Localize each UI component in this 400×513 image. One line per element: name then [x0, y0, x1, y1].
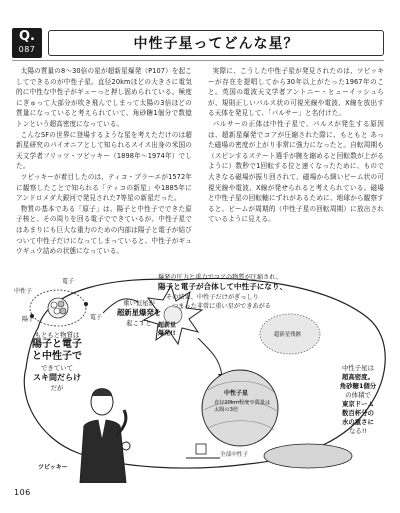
left-caption-line-2: 陽子と電子 [32, 339, 82, 350]
label-size-note: 直径20km程度で質量は太陽の3倍 [214, 400, 271, 413]
left-caption-line-1: もともと物質は [34, 331, 80, 339]
right-caption-line-2: 超高密度。 [342, 373, 374, 381]
label-zwicky: ツビッキー [38, 464, 68, 471]
top-caption [158, 272, 378, 310]
label-proton: 陽子 [22, 316, 35, 323]
left-column [16, 66, 192, 257]
left-caption [14, 330, 100, 392]
electron-dot-1 [84, 302, 88, 306]
tokyo-dome [264, 444, 352, 468]
page-title: 中性子星ってどんな星？ [133, 36, 299, 52]
left-caption-line-4: できていて [41, 364, 73, 372]
title-bar [48, 30, 384, 56]
neutron-ball-2 [60, 308, 66, 314]
proton-ball-2 [54, 308, 60, 314]
left-paragraph-1: 太陽の質量の8〜30倍の星が超新星爆発（P107）を起こしてできるのが中性子星。直径20kmほどの大きさに電気的に中性な中性子がギューっと押し固められている。極度にぎゅって大部分が吹き飛んでしまって太陽の3倍ほどの質量になっていると考えられていて、角砂糖1個分で数億トンという超高密度になっている。 [16, 67, 192, 128]
left-caption-line-6: だが [50, 384, 64, 392]
label-explosion: 爆発!! [158, 330, 176, 337]
left-paragraph-2: こんなSFの世界に登場するような星を考えただけのは超新星研究のパイオニアとして知られるスイス出身の米国の天文学者フリッツ・ツビッキー（1898年〜1974年）でした。 [16, 130, 192, 171]
left-paragraph-4: 物質の基本である「原子」は、陽子と中性子でできた原子核と、その周りを回る電子でできているが、中性子星ではあまりにも巨大な重力のための内部は陽子と電子が結びついて中性子だけになってしまっていると、中性子がギュウギュウ詰めの状態になっている。 [16, 204, 192, 256]
right-caption-line-6: 数百杯分の [342, 409, 374, 417]
label-electron-right: 電子 [90, 314, 103, 321]
left-paragraph-3: ツビッキーが着目したのは、ティコ・ブラーエが1572年に観察したことで知られる「ティコの新星」や1885年にアンドロメダ大銀河で発見された7等星の新星だった。 [16, 172, 192, 203]
right-caption-line-3: 角砂糖1個分 [339, 382, 377, 390]
label-electron-top: 電子 [62, 278, 75, 285]
center-caption-line-3: 起こすと [126, 319, 152, 327]
top-caption-line-1: 爆発の圧力と重力でコアの物質が圧縮され、 [158, 274, 283, 281]
right-caption-line-4: の体積で [345, 391, 371, 399]
top-caption-line-4: つまった非常に重い星ができあがる [172, 303, 271, 310]
right-paragraph-1: 実際に、こうした中性子星が発見されたのは、ツビッキーが存在を提唱してから30年以上がたった1967年のこと。英国の電波天文学者アントニー・ヒューイッシュらが、規則正しいパルス状の可視光線や電波、X線を放出する天体を発見して、「パルサー」と名付けた。 [208, 67, 384, 118]
right-caption [326, 364, 390, 436]
label-all-neutrons: 全部中性子 [220, 452, 248, 458]
label-remnant: 超新星残骸 [274, 332, 301, 338]
badge-q: Q. [19, 29, 35, 44]
bubble-dot-1 [122, 442, 130, 450]
top-caption-line-3: その結果、中性子だけがぎっしり [166, 294, 259, 301]
header-divider [12, 60, 384, 61]
top-caption-line-2: 陽子と電子が合体して中性子になり、 [158, 282, 288, 291]
right-column [208, 66, 384, 225]
badge-number: 087 [18, 45, 36, 54]
label-supernova: 超新星 [158, 322, 177, 329]
neutron-star-illustration [8, 268, 392, 483]
label-neutron: 中性子 [14, 288, 33, 295]
sugar-cube [196, 444, 206, 454]
right-caption-line-5: 東京ドーム [342, 400, 374, 408]
left-caption-line-5: スキ間だらけ [33, 373, 81, 382]
right-caption-line-7: 水の重さに [342, 418, 374, 426]
center-caption-line-2: 超新星爆発を [116, 308, 162, 317]
right-caption-line-8: なる!! [349, 427, 367, 435]
right-caption-line-1: 中性子星は [342, 364, 374, 372]
center-caption-line-1: 重い恒星が [123, 299, 155, 307]
proton-ball-1 [51, 302, 57, 308]
right-paragraph-2: パルサーの正体は中性子星で、パルスが発生する原因は、超新星爆発でコアが圧縮された際に、もともと あった磁場の密度が上がり非常に強力になったと。自転周期も（スピンするステート選手が腕を縮めると回転数が上がるように）数秒で1回転する位と速くなったために、もので大きなる磁場が振り回されて、磁場から細いビーム状の可視光線や電波、X線が発せられると考えられている。磁場と中性子星の回転軸にずれがあるために、地球から観察すると、ビームが周期的（中性子星の回転周期）に放出されているように見える。 [208, 119, 384, 224]
label-neutron-star: 中性子星 [224, 390, 249, 397]
question-badge [12, 28, 42, 58]
left-caption-line-3: と中性子で [32, 351, 82, 362]
neutron-ball-1 [58, 301, 64, 307]
page-number: 106 [14, 488, 31, 497]
